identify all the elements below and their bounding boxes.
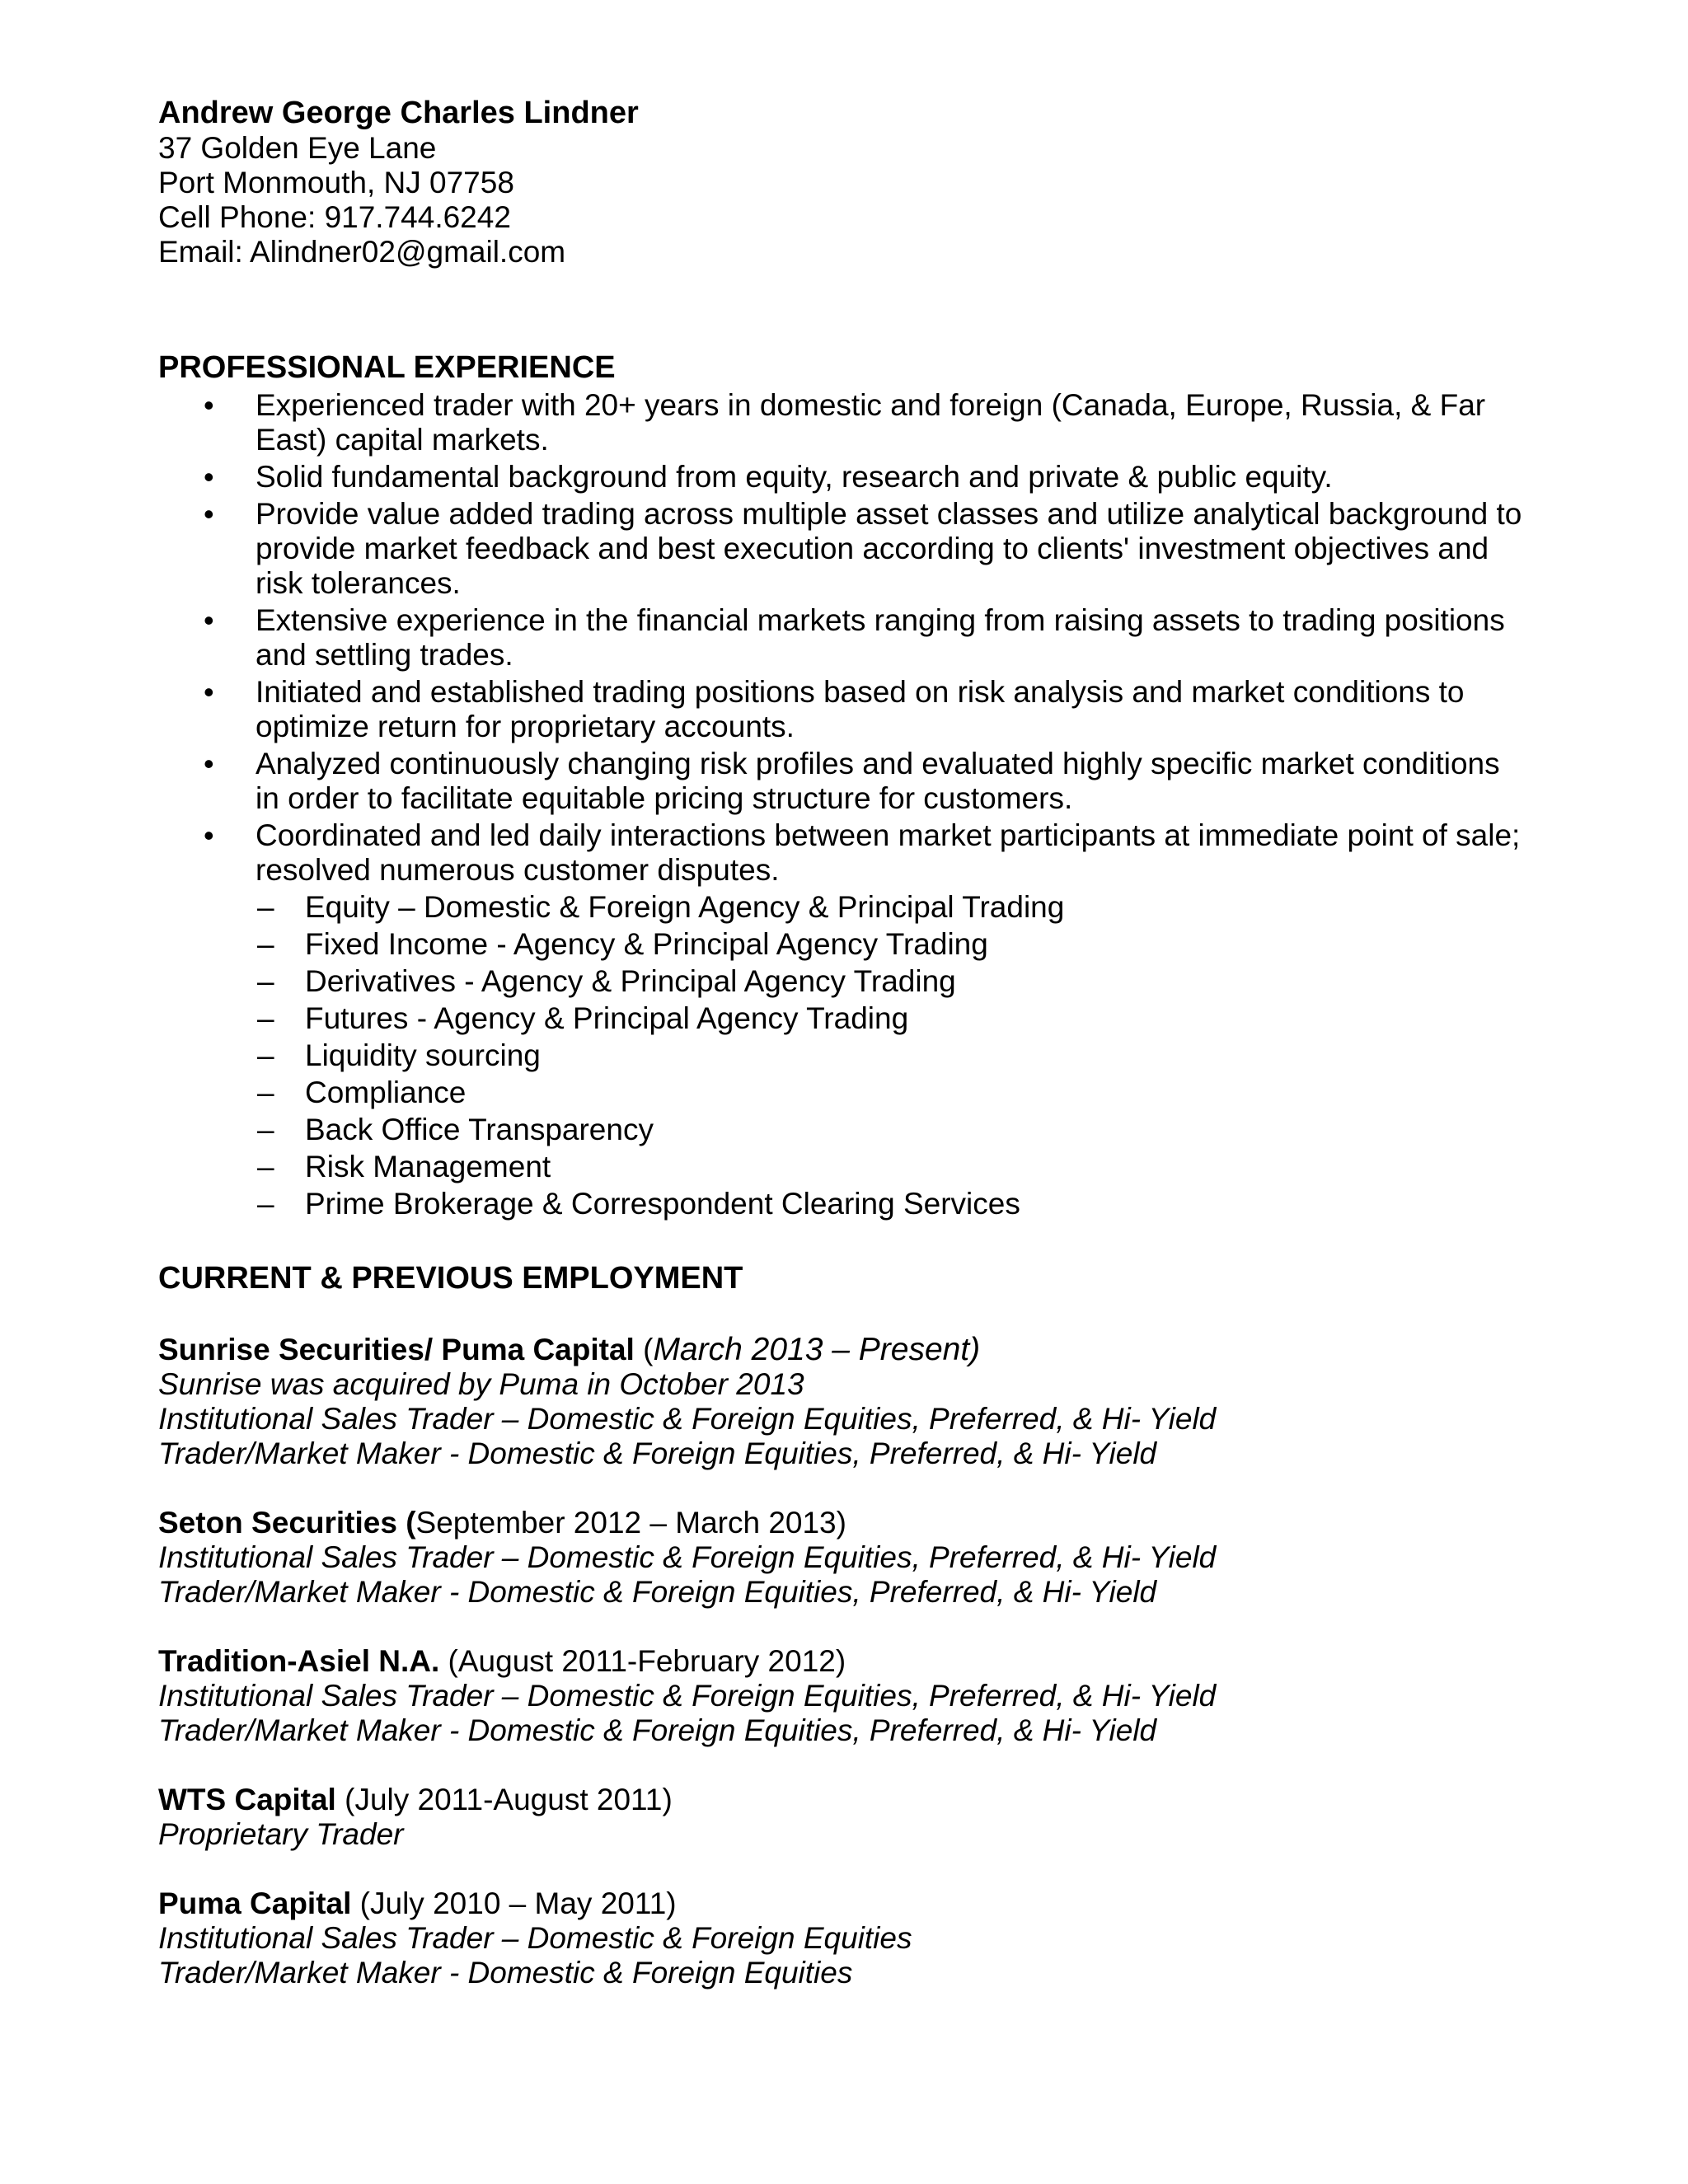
- list-item: • Extensive experience in the financial markets ranging from raising assets to trading positions and settling trades.: [158, 603, 1531, 673]
- sub-item-text: Back Office Transparency: [305, 1113, 654, 1146]
- sub-item-text: Compliance: [305, 1076, 467, 1109]
- job-detail-line: Trader/Market Maker - Domestic & Foreign Equities, Preferred, & Hi- Yield: [158, 1436, 1157, 1470]
- employment-dates: (July 2011-August 2011): [335, 1783, 673, 1816]
- employment-heading: [158, 1644, 1531, 1679]
- list-item: [158, 1076, 1531, 1110]
- employment-heading: [158, 1886, 1531, 1921]
- dash-marker: –: [257, 890, 274, 924]
- employment-heading: [158, 1783, 1531, 1817]
- employment-dates: March 2013 – Present): [653, 1332, 981, 1367]
- dash-marker: –: [257, 1150, 274, 1183]
- job-detail-line: Institutional Sales Trader – Domestic & Foreign Equities, Preferred, & Hi- Yield: [158, 1679, 1217, 1713]
- list-item: • Analyzed continuously changing risk profiles and evaluated highly specific market conditions in order to facilitate equitable pricing structure for customers.: [158, 747, 1531, 816]
- job-detail-line: Institutional Sales Trader – Domestic & Foreign Equities: [158, 1921, 912, 1955]
- job-detail-line: Institutional Sales Trader – Domestic & Foreign Equities, Preferred, & Hi- Yield: [158, 1540, 1217, 1574]
- email-address: Email: Alindner02@gmail.com: [158, 235, 566, 269]
- company-name: Sunrise Securities/ Puma Capital: [158, 1333, 635, 1366]
- sub-item-text: Futures - Agency & Principal Agency Trading: [305, 1001, 909, 1035]
- job-detail-line: Trader/Market Maker - Domestic & Foreign Equities: [158, 1956, 853, 1990]
- sub-item-text: Fixed Income - Agency & Principal Agency Trading: [305, 927, 988, 961]
- address-line-1: 37 Golden Eye Lane: [158, 131, 437, 165]
- employment-heading: [158, 1506, 1531, 1540]
- company-name: Tradition-Asiel N.A.: [158, 1644, 440, 1678]
- job-detail-line: Trader/Market Maker - Domestic & Foreign Equities, Preferred, & Hi- Yield: [158, 1575, 1157, 1609]
- employment-entry: [158, 1644, 1531, 1748]
- company-name: WTS Capital: [158, 1783, 336, 1816]
- dash-marker: –: [257, 1001, 274, 1035]
- company-name: Seton Securities (: [158, 1506, 416, 1540]
- list-item: • Provide value added trading across multiple asset classes and utilize analytical background to provide market feedback and best execution according to clients' investment objectives and risk tolerances.: [158, 497, 1531, 601]
- section-title-experience: PROFESSIONAL EXPERIENCE: [158, 350, 616, 385]
- applicant-name: Andrew George Charles Lindner: [158, 96, 639, 130]
- employment-entry: [158, 1333, 1531, 1471]
- list-item: [158, 1150, 1531, 1184]
- dash-marker: –: [257, 927, 274, 961]
- sub-item-text: Equity – Domestic & Foreign Agency & Principal Trading: [305, 890, 1065, 924]
- list-item: • Solid fundamental background from equity, research and private & public equity.: [158, 460, 1531, 494]
- sub-item-text: Liquidity sourcing: [305, 1038, 541, 1072]
- employment-dates: (August 2011-February 2012): [439, 1644, 846, 1678]
- address-line-2: Port Monmouth, NJ 07758: [158, 166, 514, 199]
- job-detail-line: Proprietary Trader: [158, 1817, 404, 1851]
- dash-marker: –: [257, 1113, 274, 1146]
- list-item: [158, 927, 1531, 962]
- experience-sub-list: [158, 890, 1531, 1221]
- sub-item-text: Derivatives - Agency & Principal Agency Trading: [305, 964, 956, 998]
- experience-bullet-list: [158, 388, 1531, 888]
- dash-marker: –: [257, 964, 274, 998]
- list-item: [158, 1113, 1531, 1147]
- list-item: • Experienced trader with 20+ years in domestic and foreign (Canada, Europe, Russia, & Far East) capital markets.: [158, 388, 1531, 457]
- employment-dates: September 2012 – March 2013): [415, 1506, 846, 1540]
- phone-number: Cell Phone: 917.744.6242: [158, 200, 511, 234]
- job-detail-line: Institutional Sales Trader – Domestic & Foreign Equities, Preferred, & Hi- Yield: [158, 1402, 1217, 1436]
- sub-item-text: Prime Brokerage & Correspondent Clearing Services: [305, 1187, 1020, 1221]
- list-item: • Initiated and established trading positions based on risk analysis and market conditions to optimize return for proprietary accounts.: [158, 675, 1531, 744]
- list-item: [158, 1001, 1531, 1036]
- job-detail-line: Trader/Market Maker - Domestic & Foreign Equities, Preferred, & Hi- Yield: [158, 1713, 1157, 1747]
- employment-dates: (July 2010 – May 2011): [351, 1886, 677, 1920]
- dash-marker: –: [257, 1076, 274, 1109]
- dash-marker: –: [257, 1187, 274, 1221]
- dash-marker: –: [257, 1038, 274, 1072]
- list-item: [158, 1187, 1531, 1221]
- list-item: [158, 964, 1531, 999]
- sub-item-text: Risk Management: [305, 1150, 551, 1183]
- contact-block: [158, 95, 1531, 269]
- list-item: • Coordinated and led daily interactions between market participants at immediate point of sale; resolved numerous customer disputes.: [158, 818, 1531, 888]
- employment-entry: [158, 1886, 1531, 1990]
- employment-heading: [158, 1333, 1531, 1367]
- list-item: [158, 1038, 1531, 1073]
- section-title-employment: CURRENT & PREVIOUS EMPLOYMENT: [158, 1261, 743, 1296]
- list-item: [158, 890, 1531, 925]
- job-detail-line: Sunrise was acquired by Puma in October 2013: [158, 1367, 804, 1401]
- open-paren: (: [634, 1333, 654, 1366]
- employment-entry: [158, 1506, 1531, 1610]
- employment-entry: [158, 1783, 1531, 1852]
- company-name: Puma Capital: [158, 1886, 352, 1920]
